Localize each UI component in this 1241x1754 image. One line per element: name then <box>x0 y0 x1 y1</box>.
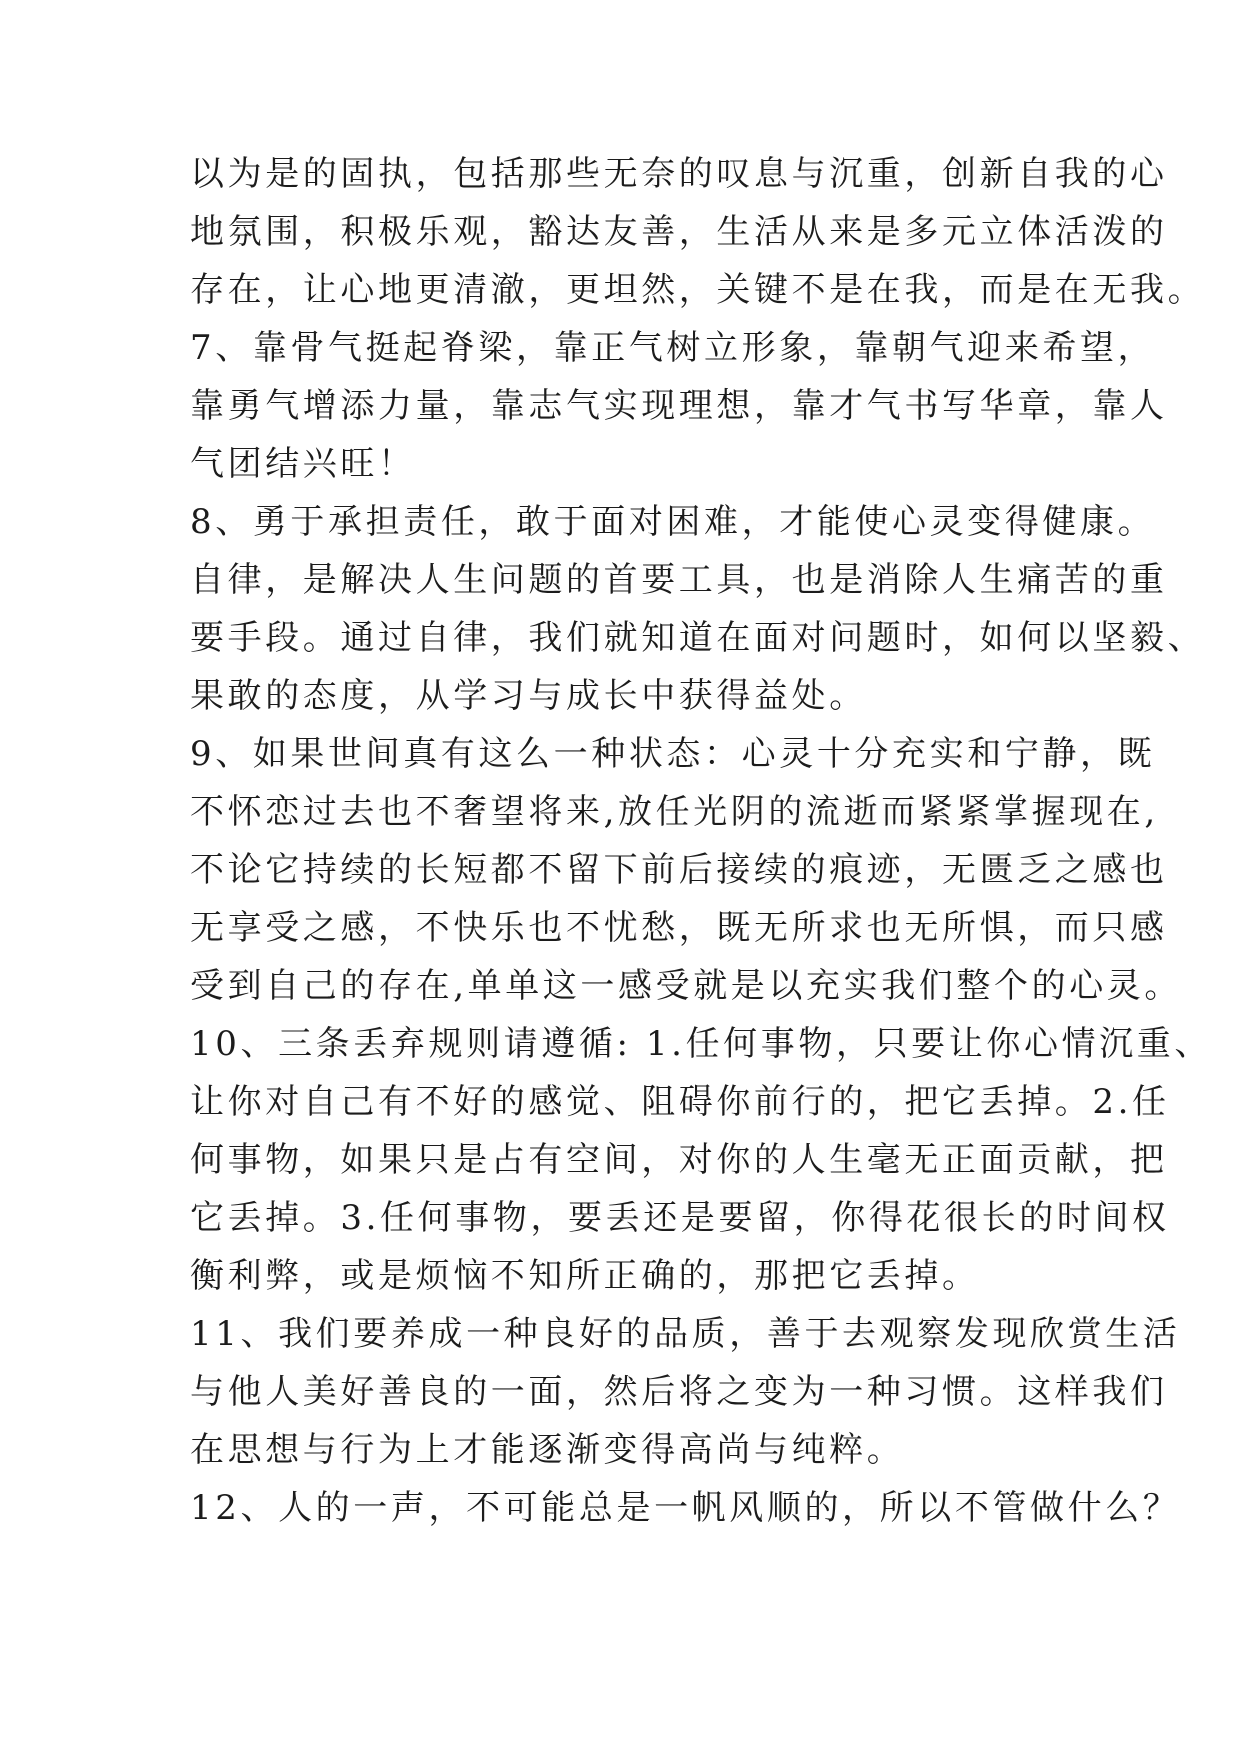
text-line: 衡利弊，或是烦恼不知所正确的，那把它丢掉。 <box>190 1256 980 1296</box>
text-line: 12、人的一声，不可能总是一帆风顺的，所以不管做什么？ <box>190 1488 1181 1528</box>
text-line: 在思想与行为上才能逐渐变得高尚与纯粹。 <box>190 1430 905 1470</box>
text-line: 8、勇于承担责任，敢于面对困难，才能使心灵变得健康。 <box>190 502 1156 542</box>
text-line: 10、三条丢弃规则请遵循: 1.任何事物，只要让你心情沉重、 <box>190 1024 1212 1064</box>
text-line: 自律，是解决人生问题的首要工具，也是消除人生痛苦的重 <box>190 560 1168 600</box>
text-line: 地氛围，积极乐观，豁达友善，生活从来是多元立体活泼的 <box>190 212 1168 252</box>
text-line: 受到自己的存在,单单这一感受就是以充实我们整个的心灵。 <box>190 966 1183 1006</box>
text-line: 不论它持续的长短都不留下前后接续的痕迹，无匮乏之感也 <box>190 850 1168 890</box>
text-line: 果敢的态度，从学习与成长中获得益处。 <box>190 676 867 716</box>
text-line: 何事物，如果只是占有空间，对你的人生毫无正面贡献，把 <box>190 1140 1168 1180</box>
text-line: 不怀恋过去也不奢望将来,放任光阴的流逝而紧紧掌握现在, <box>190 792 1159 832</box>
text-line: 存在，让心地更清澈，更坦然，关键不是在我，而是在无我。 <box>190 270 1206 310</box>
text-line: 它丢掉。3.任何事物，要丢还是要留，你得花很长的时间权 <box>190 1198 1170 1238</box>
text-line: 9、如果世间真有这么一种状态：心灵十分充实和宁静，既 <box>190 734 1156 774</box>
text-line: 要手段。通过自律，我们就知道在面对问题时，如何以坚毅、 <box>190 618 1206 658</box>
text-line: 11、我们要养成一种良好的品质，善于去观察发现欣赏生活 <box>190 1314 1181 1354</box>
text-line: 以为是的固执，包括那些无奈的叹息与沉重，创新自我的心 <box>190 154 1168 194</box>
text-line: 7、靠骨气挺起脊梁，靠正气树立形象，靠朝气迎来希望， <box>190 328 1156 368</box>
text-line: 无享受之感，不快乐也不忧愁，既无所求也无所惧，而只感 <box>190 908 1168 948</box>
text-line: 气团结兴旺！ <box>190 444 416 484</box>
text-line: 与他人美好善良的一面，然后将之变为一种习惯。这样我们 <box>190 1372 1168 1412</box>
text-line: 靠勇气增添力量，靠志气实现理想，靠才气书写华章，靠人 <box>190 386 1168 426</box>
text-line: 让你对自己有不好的感觉、阻碍你前行的，把它丢掉。2.任 <box>190 1082 1170 1122</box>
